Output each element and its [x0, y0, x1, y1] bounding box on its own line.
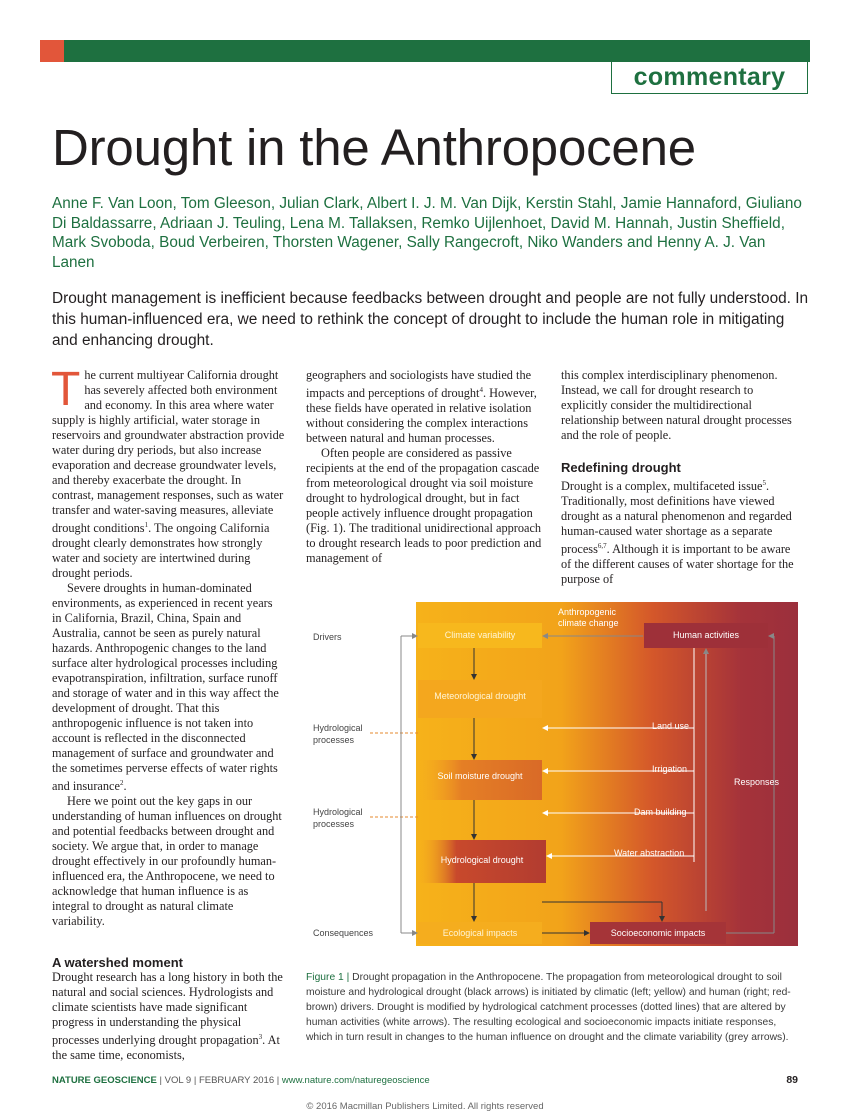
caption-text: Drought propagation in the Anthropocene. The propagation from meteorological drought to soil moisture and hydrological drought (black arrows) is initiated by climatic (left; yellow) and human (right; red-brown) drivers. Drought is modified by hydrological catchment processes (dotted lines) that are altered by human activities (white arrows). The resulting ecological and socioeconomic impacts initiate responses, which in turn result in changes to the human influence on drought and the climate variability (grey arrows).: [306, 972, 791, 1043]
footer-journal: NATURE GEOSCIENCE: [52, 1075, 157, 1086]
label-irrigation: Irrigation: [652, 764, 688, 774]
body-column-3: [561, 368, 799, 443]
label-hydrological-processes-1: Hydrological processes: [313, 723, 363, 745]
paragraph: Drought is a complex, multifaceted issue$^5$. Traditionally, most definitions have viewed drought as a natural phenomenon and regarded human-caused water shortage as a separate process$^{6,7}$. Although it is important to be aware of the different causes of water shortage for the purpose of: [561, 479, 794, 587]
footer-issue: | VOL 9 | FEBRUARY 2016 |: [156, 1075, 282, 1086]
box-label-soil-moisture-drought: Soil moisture drought: [437, 771, 523, 781]
paragraph: Here we point out the key gaps in our understanding of human influences on drought and potential feedbacks between drought and society. We argue that, in order to manage drought effectively in our profoundly human-influenced era, the Anthropocene, we need to acknowledge that human influence is as integral to drought as natural climate variability.: [52, 794, 282, 929]
body-column-2: [306, 368, 546, 566]
label-dam-building: Dam building: [634, 807, 687, 817]
label-anthropogenic-climate-change: Anthropogenic climate change: [558, 607, 619, 628]
author-list: Anne F. Van Loon, Tom Gleeson, Julian Clark, Albert I. J. M. Van Dijk, Kerstin Stahl, Jamie Hannaford, Giuliano Di Baldassarre, Adriaan J. Teuling, Lena M. Tallaksen, Remko Uijlenhoet, David M. Hannah, Justin Sheffield, Mark Svoboda, Boud Verbeiren, Thorsten Wagener, Sally Rangecroft, Niko Wanders and Henny A. J. Van Lanen: [52, 195, 802, 271]
label-responses: Responses: [734, 777, 780, 787]
copyright-notice: © 2016 Macmillan Publishers Limited. All rights reserved: [306, 1101, 544, 1112]
body-column-3-continued: [561, 476, 799, 587]
drop-cap: T: [51, 363, 81, 416]
box-label-climate-variability: Climate variability: [444, 630, 516, 640]
box-label-human-activities: Human activities: [672, 630, 740, 640]
figure-caption: [306, 970, 800, 1045]
box-label-hydrological-drought: Hydrological drought: [440, 855, 524, 865]
paragraph: geographers and sociologists have studied the impacts and perceptions of drought$^4$. However, these fields have operated in relative isolation without considering the complex interactions between natural and human processes.: [306, 368, 537, 446]
footer-citation: [52, 1075, 430, 1086]
section-heading: Redefining drought: [561, 460, 681, 475]
label-drivers: Drivers: [313, 632, 342, 642]
paragraph: The current multiyear California drought has severely affected both environment and economy. In this area where water supply is highly artificial, water storage in reservoirs and groundwater abstraction provide water during dry periods, but also increase evaporation and decrease groundwater levels, and thereby exacerbate the drought. In contrast, management responses, such as water transfer and water-saving measures, alleviate drought conditions$^1$. The ongoing California drought clearly demonstrates how strongly water and society are intertwined during drought periods.: [51, 363, 285, 581]
figure-1-diagram: [306, 600, 798, 948]
body-column-1-continued: [52, 970, 285, 1063]
label-hydrological-processes-2: Hydrological processes: [313, 807, 363, 829]
label-land-use: Land use: [652, 721, 690, 731]
section-heading: A watershed moment: [52, 955, 183, 970]
header-bar: [40, 40, 810, 62]
standfirst: Drought management is inefficient because feedbacks between drought and people are not fully understood. In this human-influenced era, we need to rethink the concept of drought to include the human role in mitigating and enhancing drought.: [52, 290, 809, 349]
article-title: Drought in the Anthropocene: [52, 119, 696, 176]
box-label-ecological-impacts: Ecological impacts: [442, 928, 518, 938]
body-column-1: [51, 363, 285, 929]
box-label-meteorological-drought: Meteorological drought: [434, 691, 526, 701]
paragraph: Severe droughts in human-dominated environments, as experienced in recent years in California, Brazil, China, Spain and Australia, cannot be seen as purely natural hazards. Anthropogenic changes to the land surface alter hydrological processes including evapotranspiration, infiltration, surface runoff and storage of water and in this way affect the development of drought. That this anthropogenic influence is not taken into account is reflected in the disconnected management of surface and groundwater and the sometimes perverse effects of water rights and insurance$^2$.: [52, 581, 279, 794]
paragraph: Drought research has a long history in both the natural and social sciences. Hydrologists and climate scientists have made significant progress in understanding the physical processes underlying drought propagation$^3$. At the same time, economists,: [52, 970, 283, 1063]
label-water-abstraction: Water abstraction: [614, 848, 685, 858]
label-consequences: Consequences: [313, 928, 374, 938]
footer-url[interactable]: www.nature.com/naturegeoscience: [281, 1075, 430, 1086]
paragraph: this complex interdisciplinary phenomenon. Instead, we call for drought research to explicitly consider the multidirectional relationship between natural drought processes and the role of people.: [561, 368, 792, 442]
section-label: commentary: [633, 63, 786, 91]
paragraph: Often people are considered as passive recipients at the end of the propagation cascade from meteorological drought via soil moisture drought to hydrological drought, but in fact people actively influence drought propagation (Fig. 1). The traditional unidirectional approach to drought research leads to poor prediction and management of: [306, 446, 542, 566]
box-label-socioeconomic-impacts: Socioeconomic impacts: [610, 928, 706, 938]
header-accent-block: [40, 40, 64, 62]
page-number: 89: [786, 1074, 798, 1086]
caption-label: Figure 1 |: [306, 972, 350, 983]
